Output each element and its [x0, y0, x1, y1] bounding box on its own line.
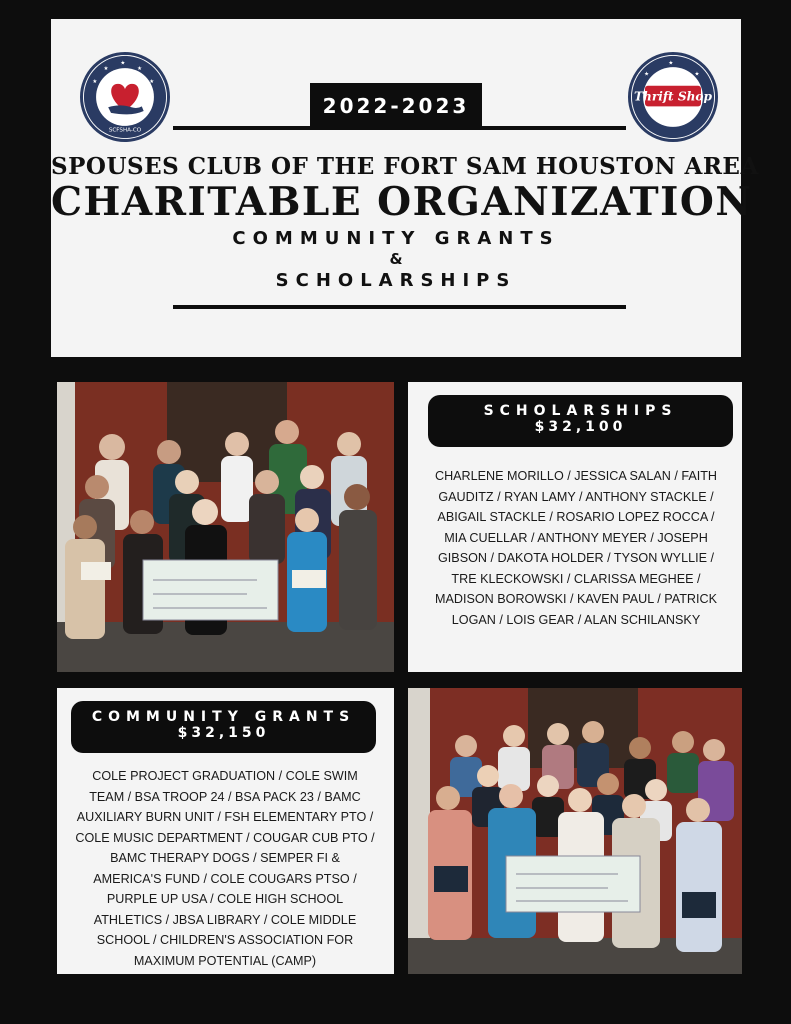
svg-text:★: ★	[137, 65, 143, 72]
svg-text:★: ★	[103, 65, 109, 72]
community-grants-panel	[57, 688, 394, 974]
scholarship-recipients: CHARLENE MORILLO / JESSICA SALAN / FAITH GAUDITZ / RYAN LAMY / ANTHONY STACKLE / ABIGAIL STACKLE / ROSARIO LOPEZ ROCCA / MIA CUELLAR / ANTHONY MEYER / JOSEPH GIBSON / DAKOTA HOLDER / TYSON WYLLIE / TRE KLECKOWSKI / CLARISSA MEGHEE / MADISON BOROWSKI / KAVEN PAUL / PATRICK LOGAN / LOIS GEAR / ALAN SCHILANSKY	[434, 469, 718, 627]
organization-title: CHARITABLE ORGANIZATION	[51, 179, 753, 225]
community-grant-recipients: COLE PROJECT GRADUATION / COLE SWIM TEAM / BSA TROOP 24 / BSA PACK 23 / BAMC AUXILIARY BURN UNIT / FSH ELEMENTARY PTO / COLE MUSIC DEPARTMENT / COUGAR CUB PTO / BAMC THERAPY DOGS / SEMPER FI & AMERICA'S FUND / COLE COUGARS PTSO / PURPLE UP USA / COLE HIGH SCHOOL ATHLETICS / JBSA LIBRARY / COLE MIDDLE SCHOOL / CHILDREN'S ASSOCIATION FOR MAXIMUM POTENTIAL (CAMP)	[75, 769, 375, 968]
svg-text:★: ★	[644, 71, 650, 78]
year-badge: 2022-2023	[310, 83, 482, 129]
header-panel	[51, 19, 759, 357]
svg-text:★: ★	[120, 60, 126, 67]
bottom-divider	[173, 305, 626, 309]
subtitle-scholarships: SCHOLARSHIPS	[275, 270, 517, 291]
grants-group-photo	[408, 688, 742, 974]
svg-text:★: ★	[149, 79, 155, 85]
scholarships-heading	[428, 395, 733, 447]
logo-right-text: Thrift Shop	[633, 89, 713, 104]
scfsha-co-logo	[80, 52, 170, 142]
club-name: SPOUSES CLUB OF THE FORT SAM HOUSTON AREA	[51, 153, 759, 180]
scholarship-group-photo	[57, 382, 394, 672]
svg-text:★: ★	[92, 79, 98, 85]
scholarships-amount: $32,100	[534, 419, 627, 435]
subtitle-community-grants: COMMUNITY GRANTS	[232, 228, 560, 249]
community-grants-heading	[71, 701, 376, 753]
scholarships-panel	[408, 382, 742, 672]
thrift-shop-logo	[628, 52, 718, 142]
svg-text:★: ★	[668, 60, 674, 67]
logo-left-text: SCFSHA-CO	[108, 127, 142, 134]
community-grants-amount: $32,150	[177, 725, 270, 741]
subtitle-ampersand: &	[389, 250, 403, 268]
svg-text:★: ★	[694, 71, 700, 78]
community-grants-title: COMMUNITY GRANTS	[91, 709, 356, 725]
scholarships-title: SCHOLARSHIPS	[483, 403, 678, 419]
